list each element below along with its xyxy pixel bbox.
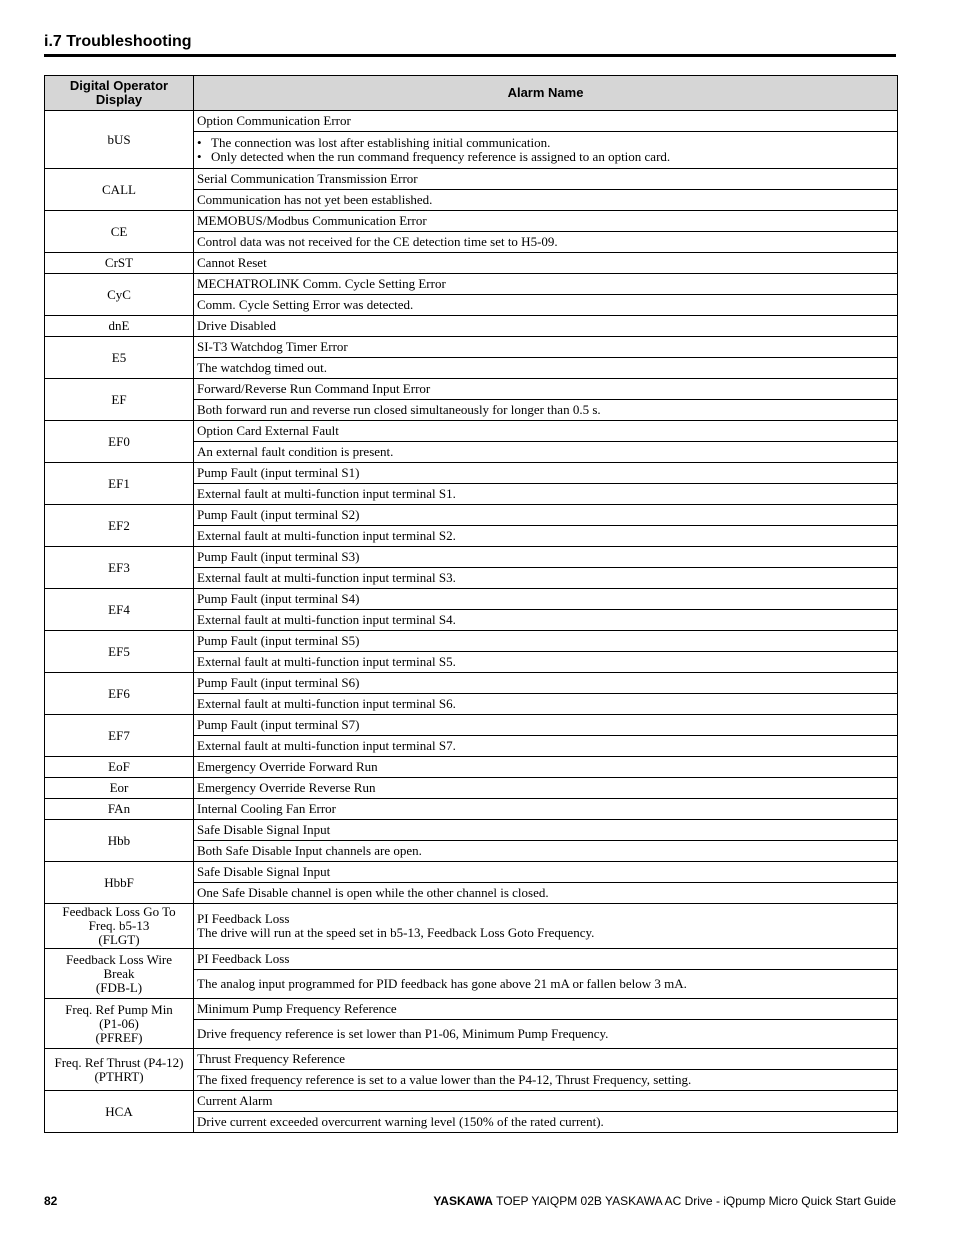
alarm-code-line: Feedback Loss Wire: [65, 951, 173, 967]
bullet-text: Only detected when the run command frequency reference is assigned to an option card.: [211, 149, 671, 164]
alarm-description: External fault at multi-function input terminal S1.: [194, 484, 898, 505]
table-row: [45, 211, 898, 232]
alarm-name: Cannot Reset: [194, 253, 898, 274]
alarm-description: The fixed frequency reference is set to a value lower than the P4-12, Thrust Frequency, setting.: [194, 1070, 898, 1091]
alarm-description: The drive will run at the speed set in b5-13, Feedback Loss Goto Frequency.: [197, 925, 595, 940]
alarm-name: Pump Fault (input terminal S1): [194, 463, 898, 484]
alarm-description: Control data was not received for the CE detection time set to H5-09.: [194, 232, 898, 253]
bullet-text: The connection was lost after establishing initial communication.: [211, 135, 551, 150]
alarm-code-cell: EF6: [45, 673, 194, 715]
alarm-code-cell: CALL: [45, 169, 194, 211]
table-row: [45, 1091, 898, 1112]
table-row: [45, 999, 898, 1020]
table-row: [45, 421, 898, 442]
alarm-name: Pump Fault (input terminal S7): [194, 715, 898, 736]
column-header-display: Digital Operator Display: [45, 76, 194, 111]
alarm-name: Option Card External Fault: [194, 421, 898, 442]
table-row: [45, 505, 898, 526]
alarm-code-cell: EF: [45, 379, 194, 421]
table-row: [45, 904, 898, 949]
alarm-description: Communication has not yet been established.: [194, 190, 898, 211]
table-row: [45, 463, 898, 484]
alarm-code-line: Feedback Loss Go To: [62, 904, 176, 919]
alarm-description: An external fault condition is present.: [194, 442, 898, 463]
alarm-name: Emergency Override Reverse Run: [194, 778, 898, 799]
table-header-row: [45, 76, 898, 111]
table-row: [45, 715, 898, 736]
alarm-code-cell: CrST: [45, 253, 194, 274]
alarm-code-line: Freq. Ref Thrust (P4-12): [54, 1054, 184, 1070]
alarm-name: Serial Communication Transmission Error: [194, 169, 898, 190]
alarm-name: Pump Fault (input terminal S5): [194, 631, 898, 652]
alarm-code-cell: E5: [45, 337, 194, 379]
alarm-description: External fault at multi-function input terminal S4.: [194, 610, 898, 631]
footer-brand: YASKAWA: [433, 1194, 493, 1208]
alarm-name: SI-T3 Watchdog Timer Error: [194, 337, 898, 358]
alarm-name-cell: [194, 904, 898, 949]
table-row: [45, 111, 898, 132]
alarm-code-cell: [45, 999, 194, 1049]
table-row: [45, 820, 898, 841]
alarm-code-line: (FLGT): [98, 932, 140, 947]
table-row: [45, 274, 898, 295]
alarm-code-cell: dnE: [45, 316, 194, 337]
table-row: [45, 379, 898, 400]
alarm-description: Both forward run and reverse run closed simultaneously for longer than 0.5 s.: [194, 400, 898, 421]
alarm-code-line: Freq. b5-13: [88, 918, 150, 933]
column-header-alarm-name: Alarm Name: [194, 76, 898, 111]
table-row: [45, 673, 898, 694]
table-row: [45, 589, 898, 610]
alarm-description: Both Safe Disable Input channels are open.: [194, 841, 898, 862]
alarm-name: Emergency Override Forward Run: [194, 757, 898, 778]
alarm-code-line: Freq. Ref Pump Min: [65, 1001, 173, 1017]
alarm-code-cell: [45, 949, 194, 999]
alarm-description: External fault at multi-function input terminal S3.: [194, 568, 898, 589]
footer-doc-title: TOEP YAIQPM 02B YASKAWA AC Drive - iQpump Micro Quick Start Guide: [496, 1194, 896, 1208]
alarm-name: MEMOBUS/Modbus Communication Error: [194, 211, 898, 232]
alarm-table-body: [45, 111, 898, 1133]
table-row: [45, 949, 898, 970]
table-row: [45, 337, 898, 358]
alarm-code-cell: EF0: [45, 421, 194, 463]
alarm-code-line: Break: [103, 965, 135, 981]
alarm-code-line: (FDB-L): [95, 979, 143, 995]
alarm-code-cell: HCA: [45, 1091, 194, 1133]
table-row: [45, 631, 898, 652]
alarm-code-cell: bUS: [45, 111, 194, 169]
alarm-description: One Safe Disable channel is open while the other channel is closed.: [194, 883, 898, 904]
bullet-icon: •: [197, 149, 202, 164]
alarm-name: Drive Disabled: [194, 316, 898, 337]
alarm-code-line: (PFREF): [95, 1029, 143, 1045]
alarm-description-bullet: [197, 150, 894, 164]
alarm-code-cell: Eor: [45, 778, 194, 799]
page-number: 82: [44, 1194, 58, 1208]
alarm-name: Minimum Pump Frequency Reference: [194, 999, 898, 1020]
alarm-code-cell: EF1: [45, 463, 194, 505]
document-footer: [433, 1194, 896, 1208]
alarm-code-cell: [45, 904, 194, 949]
alarm-name: Safe Disable Signal Input: [194, 862, 898, 883]
alarm-name: MECHATROLINK Comm. Cycle Setting Error: [194, 274, 898, 295]
alarm-description: External fault at multi-function input terminal S2.: [194, 526, 898, 547]
alarm-table: [44, 75, 898, 1133]
alarm-code-cell: HbbF: [45, 862, 194, 904]
alarm-description-bullet: [197, 136, 894, 150]
table-row: [45, 1049, 898, 1070]
alarm-code-cell: [45, 1049, 194, 1091]
table-row: [45, 778, 898, 799]
alarm-code-cell: CyC: [45, 274, 194, 316]
alarm-description: Drive frequency reference is set lower than P1-06, Minimum Pump Frequency.: [194, 1020, 898, 1049]
alarm-code-cell: EoF: [45, 757, 194, 778]
table-row: [45, 316, 898, 337]
alarm-name: Option Communication Error: [194, 111, 898, 132]
alarm-code-cell: EF7: [45, 715, 194, 757]
alarm-name: Pump Fault (input terminal S6): [194, 673, 898, 694]
table-row: [45, 862, 898, 883]
alarm-code-line: (P1-06): [99, 1015, 139, 1031]
alarm-description: External fault at multi-function input terminal S5.: [194, 652, 898, 673]
alarm-code-cell: EF4: [45, 589, 194, 631]
alarm-description: External fault at multi-function input terminal S7.: [194, 736, 898, 757]
alarm-code-cell: Hbb: [45, 820, 194, 862]
alarm-code-cell: EF5: [45, 631, 194, 673]
table-row: [45, 799, 898, 820]
alarm-description: Drive current exceeded overcurrent warning level (150% of the rated current).: [194, 1112, 898, 1133]
alarm-description: External fault at multi-function input terminal S6.: [194, 694, 898, 715]
alarm-name: Pump Fault (input terminal S4): [194, 589, 898, 610]
alarm-description: [194, 132, 898, 169]
title-rule: [44, 54, 896, 57]
alarm-name: Safe Disable Signal Input: [194, 820, 898, 841]
alarm-name: Thrust Frequency Reference: [194, 1049, 898, 1070]
alarm-code-cell: CE: [45, 211, 194, 253]
alarm-code-cell: EF2: [45, 505, 194, 547]
table-row: [45, 757, 898, 778]
alarm-name: Internal Cooling Fan Error: [194, 799, 898, 820]
alarm-description: Comm. Cycle Setting Error was detected.: [194, 295, 898, 316]
alarm-code-line: (PTHRT): [94, 1068, 144, 1084]
alarm-name: Pump Fault (input terminal S2): [194, 505, 898, 526]
alarm-name: PI Feedback Loss: [197, 911, 290, 926]
section-title: i.7 Troubleshooting: [44, 33, 192, 50]
alarm-name: Current Alarm: [194, 1091, 898, 1112]
table-row: [45, 547, 898, 568]
table-row: [45, 169, 898, 190]
alarm-name: Forward/Reverse Run Command Input Error: [194, 379, 898, 400]
bullet-icon: •: [197, 135, 202, 150]
alarm-description: The analog input programmed for PID feedback has gone above 21 mA or fallen below 3 mA.: [194, 970, 898, 999]
table-row: [45, 253, 898, 274]
alarm-code-cell: EF3: [45, 547, 194, 589]
alarm-description: The watchdog timed out.: [194, 358, 898, 379]
alarm-name: PI Feedback Loss: [194, 949, 898, 970]
alarm-code-cell: FAn: [45, 799, 194, 820]
alarm-name: Pump Fault (input terminal S3): [194, 547, 898, 568]
